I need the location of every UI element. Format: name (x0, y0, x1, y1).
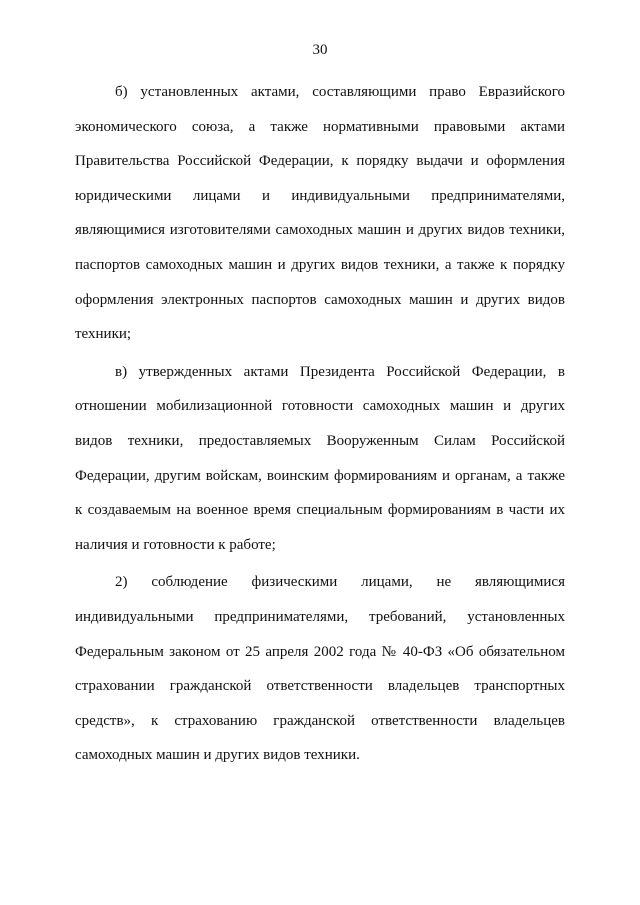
paragraph-2: 2) соблюдение физическими лицами, не являющимися индивидуальными предпринимателями, требований, установленных Федеральным законом от 25 апреля 2002 года № 40-ФЗ «Об обязательном страховании гражданской ответственности владельцев транспортных средств», к страхованию гражданской ответственности владельцев самоходных машин и других видов техники. (75, 574, 565, 764)
page-number: 30 (312, 42, 328, 58)
paragraph-v: в) утвержденных актами Президента Российской Федерации, в отношении мобилизационной готовности самоходных машин и других видов техники, предоставляемых Вооруженным Силам Российской Федерации, другим войскам, воинским формированиям и органам, а также к создаваемым на военное время специальным формированиям в части их наличия и готовности к работе; (75, 363, 565, 553)
document-body (75, 75, 565, 773)
paragraph-b: б) установленных актами, составляющими право Евразийского экономического союза, а также нормативными правовыми актами Правительства Российской Федерации, к порядку выдачи и оформления юридическими лицами и индивидуальными предпринимателями, являющимися изготовителями самоходных машин и других видов техники, паспортов самоходных машин и других видов техники, а также к порядку оформления электронных паспортов самоходных машин и других видов техники; (75, 84, 565, 343)
